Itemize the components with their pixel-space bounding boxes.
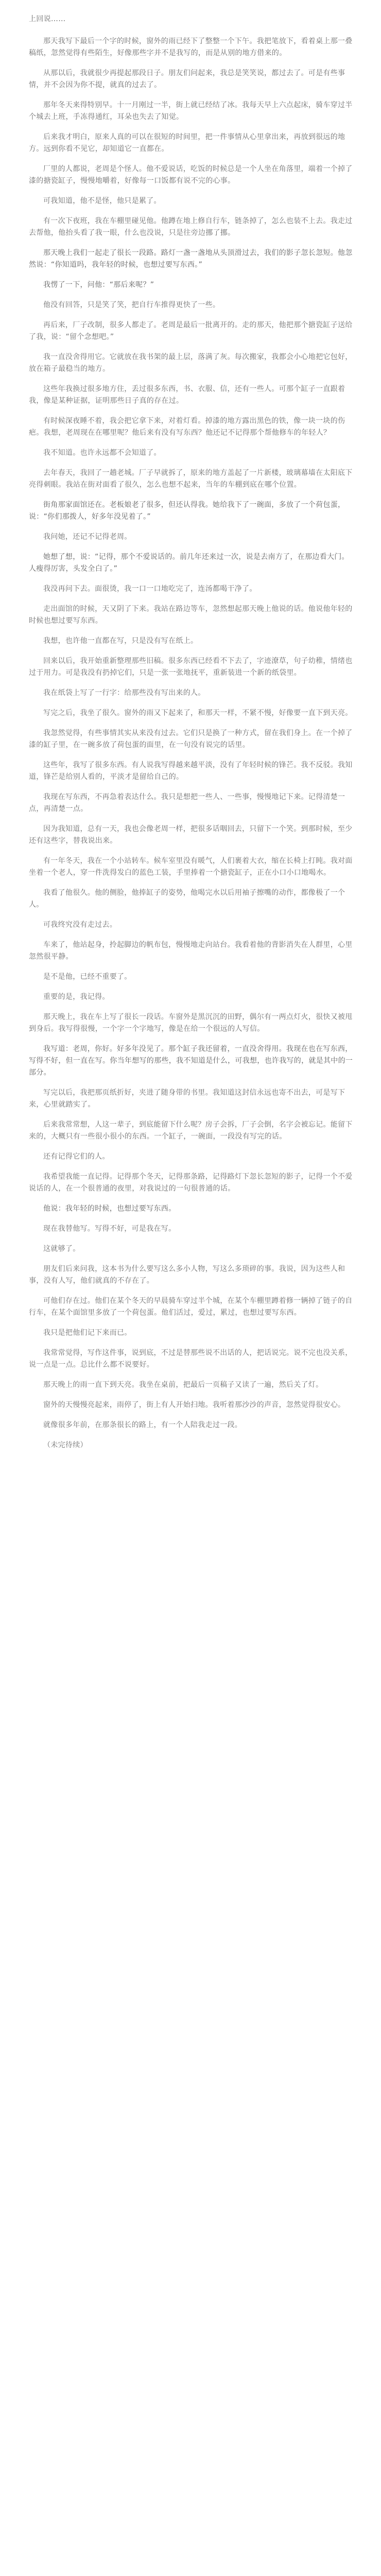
paragraph: 厂里的人都说，老周是个怪人。他不爱说话，吃饭的时候总是一个人坐在角落里，端着一个掉了漆的搪瓷缸子，慢慢地嚼着，好像每一口饭都有说不完的心事。 xyxy=(29,165,353,185)
paragraph: 后来我常常想，人这一辈子，到底能留下什么呢？房子会拆，厂子会倒，名字会被忘记。能留下来的，大概只有一些很小很小的东西。一个缸子，一碗面，一段没有写完的话。 xyxy=(29,1121,353,1141)
paragraph-dialog: 她想了想，说：“记得，那个不爱说话的。前几年还来过一次，说是去南方了，在那边看大门。人瘦得厉害，头发全白了。” xyxy=(29,553,349,573)
paragraph: 这些年我换过很多地方住，丢过很多东西，书、衣服、信，还有一些人。可那个缸子一直跟着我，像是某种证据，证明那些日子真的存在过。 xyxy=(29,385,345,405)
paragraph: 还有记得它们的人。 xyxy=(43,1153,110,1161)
paragraph: 从那以后，我就很少再提起那段日子。朋友们问起来，我总是笑笑说，都过去了。可是有些事情，并不会因为你不提，就真的过去了。 xyxy=(29,69,345,89)
paragraph: 这些年，我写了很多东西。有人说我写得越来越平淡，没有了年轻时候的锋芒。我不反驳。我知道，锋芒是给别人看的，平淡才是留给自己的。 xyxy=(29,761,353,781)
paragraph-dialog: 我愣了一下，问他：“那后来呢？” xyxy=(43,281,154,289)
paragraph: 写完以后，我把那页纸折好，夹进了随身带的书里。我知道这封信永远也寄不出去，可是写下来，心里就踏实了。 xyxy=(29,1089,345,1109)
paragraph: 朋友们后来问我，这本书为什么要写这么多小人物，写这么多琐碎的事。我说，因为这些人和事，没有人写，他们就真的不存在了。 xyxy=(29,1265,345,1285)
paragraph: 我现在写东西，不再急着表达什么。我只是想把一些人、一些事，慢慢地记下来。记得清楚一点，再清楚一点。 xyxy=(29,793,345,813)
paragraph: 可他们存在过。他们在某个冬天的早晨骑车穿过半个城，在某个车棚里蹲着修一辆掉了链子的自行车，在某个面馆里多放了一个荷包蛋。他们活过，爱过，累过，也想过要写东西。 xyxy=(29,1297,353,1317)
paragraph: 那天晚上，我在车上写了很长一段话。车窗外是黑沉沉的田野，偶尔有一两点灯火，很快又被甩到身后。我写得很慢，一个字一个字地写，像是在给一个很远的人写信。 xyxy=(29,1013,353,1033)
paragraph-dialog: 他说：我年轻的时候，也想过要写东西。 xyxy=(43,1205,176,1213)
paragraph: 我忽然觉得，有些事情其实从来没有过去。它们只是换了一种方式，留在我们身上。在一个掉了漆的缸子里，在一碗多放了荷包蛋的面里，在一句没有说完的话里。 xyxy=(29,729,353,749)
paragraph: 我想，也许他一直都在写，只是没有写在纸上。 xyxy=(43,637,198,645)
paragraph: 是不是他，已经不重要了。 xyxy=(43,973,132,981)
paragraph: 因为我知道，总有一天，我也会像老周一样，把很多话咽回去，只留下一个笑。到那时候，至少还有这些字，替我说出来。 xyxy=(29,825,353,845)
paragraph-end: （未完待续） xyxy=(43,1441,88,1449)
paragraph: 再后来，厂子改制，很多人都走了。老周是最后一批离开的。走的那天，他把那个搪瓷缸子送给了我，说：“留个念想吧。” xyxy=(29,321,353,341)
paragraph: 可我终究没有走过去。 xyxy=(43,921,117,929)
paragraph: 回来以后，我开始重新整理那些旧稿。很多东西已经看不下去了，字迹潦草，句子幼稚，情绪也过于用力。可是我没有扔掉它们，只是一张一张地抚平，重新装进一个新的纸袋里。 xyxy=(29,657,353,677)
article-body xyxy=(29,13,353,1460)
paragraph: 我常常觉得，写作这件事，说到底，不过是替那些说不出话的人，把话说完。说不完也没关系，说一点是一点。总比什么都不说要好。 xyxy=(29,1349,353,1369)
paragraph: 这就够了。 xyxy=(43,1245,80,1253)
paragraph: 我一直没舍得用它。它就放在我书架的最上层，落满了灰。每次搬家，我都会小心地把它包好，放在箱子最稳当的地方。 xyxy=(29,353,353,373)
paragraph: 去年春天，我回了一趟老城。厂子早就拆了，原来的地方盖起了一片新楼，玻璃幕墙在太阳底下亮得刺眼。我站在街对面看了很久，怎么也想不起来，当年的车棚到底在哪个位置。 xyxy=(29,469,353,489)
paragraph: 现在我替他写。写得不好，可是我在写。 xyxy=(43,1225,176,1233)
paragraph: 我看了他很久。他的侧脸，他捧缸子的姿势，他喝完水以后用袖子擦嘴的动作，都像极了一个人。 xyxy=(29,889,345,909)
paragraph-intro: 上回说…… xyxy=(29,15,66,23)
paragraph-dialog: 那天晚上我们一起走了很长一段路。路灯一盏一盏地从头顶滑过去，我们的影子忽长忽短。他忽然说：“你知道吗，我年轻的时候，也想过要写东西。” xyxy=(29,249,353,269)
paragraph: 我问她，还记不记得老周。 xyxy=(43,533,132,541)
paragraph: 可我知道，他不是怪，他只是累了。 xyxy=(43,197,161,205)
paragraph: 有一年冬天，我在一个小站转车。候车室里没有暖气，人们裹着大衣，缩在长椅上打盹。我对面坐着一个老人，穿一件洗得发白的蓝色工装，手里捧着一个搪瓷缸子，正在小口小口地喝水。 xyxy=(29,857,353,877)
paragraph: 走出面馆的时候，天又阴了下来。我站在路边等车，忽然想起那天晚上他说的话。他说他年轻的时候也想过要写东西。 xyxy=(29,605,353,625)
paragraph: 窗外的天慢慢亮起来，雨停了，街上有人开始扫地。我听着那沙沙的声音，忽然觉得很安心。 xyxy=(43,1401,345,1409)
paragraph-dialog: 我写道：老周，你好。好多年没见了。那个缸子我还留着，一直没舍得用。我现在也在写东西，写得不好，但一直在写。你当年想写的那些，我不知道是什么，可我想，也许我写的，就是其中的一部分。 xyxy=(29,1045,353,1077)
paragraph: 车来了，他站起身，拎起脚边的帆布包，慢慢地走向站台。我看着他的背影消失在人群里，心里忽然很平静。 xyxy=(29,941,353,961)
paragraph: 就像很多年前，在那条很长的路上，有一个人陪我走过一段。 xyxy=(43,1421,243,1429)
paragraph: 他没有回答，只是笑了笑，把自行车推得更快了一些。 xyxy=(43,301,220,309)
paragraph: 那天晚上的雨一直下到天亮。我坐在桌前，把最后一页稿子又读了一遍，然后关了灯。 xyxy=(43,1381,323,1389)
paragraph: 我只是把他们记下来而已。 xyxy=(43,1329,132,1337)
paragraph: 有时候深夜睡不着，我会把它拿下来，对着灯看。掉漆的地方露出黑色的铁，像一块一块的伤疤。我想，老周现在在哪里呢？他后来有没有写东西？他还记不记得那个帮他修车的年轻人？ xyxy=(29,417,345,437)
paragraph: 有一次下夜班，我在车棚里碰见他。他蹲在地上修自行车，链条掉了，怎么也装不上去。我走过去帮他，他抬头看了我一眼，什么也没说，只是往旁边挪了挪。 xyxy=(29,217,353,237)
paragraph: 我不知道。也许永远都不会知道了。 xyxy=(43,449,161,457)
paragraph: 重要的是，我记得。 xyxy=(43,993,110,1001)
paragraph: 写完之后，我坐了很久。窗外的雨又下起来了，和那天一样，不紧不慢，好像要一直下到天亮。 xyxy=(43,709,353,717)
paragraph: 我没再问下去。面很烫，我一口一口地吃完了，连汤都喝干净了。 xyxy=(43,585,257,593)
paragraph-dialog: 街角那家面馆还在。老板娘老了很多，但还认得我。她给我下了一碗面，多放了一个荷包蛋，说：“你们那拨人，好多年没见着了。” xyxy=(29,501,345,521)
paragraph: 后来我才明白，原来人真的可以在很短的时间里，把一件事情从心里拿出来，再放到很远的地方。远到你看不见它，却知道它一直都在。 xyxy=(29,133,345,153)
paragraph: 那年冬天来得特别早。十一月刚过一半，街上就已经结了冰。我每天早上六点起床，骑车穿过半个城去上班，手冻得通红，耳朵也失去了知觉。 xyxy=(29,101,353,121)
paragraph: 我在纸袋上写了一行字：给那些没有写出来的人。 xyxy=(43,689,205,697)
paragraph: 我希望我能一直记得。记得那个冬天，记得那条路，记得路灯下忽长忽短的影子，记得一个不爱说话的人，在一个很普通的夜里，对我说过的一句很普通的话。 xyxy=(29,1173,353,1193)
paragraph: 那天我写下最后一个字的时候，窗外的雨已经下了整整一个下午。我把笔放下，看着桌上那一叠稿纸，忽然觉得有些陌生，好像那些字并不是我写的，而是从别的地方借来的。 xyxy=(29,37,353,57)
